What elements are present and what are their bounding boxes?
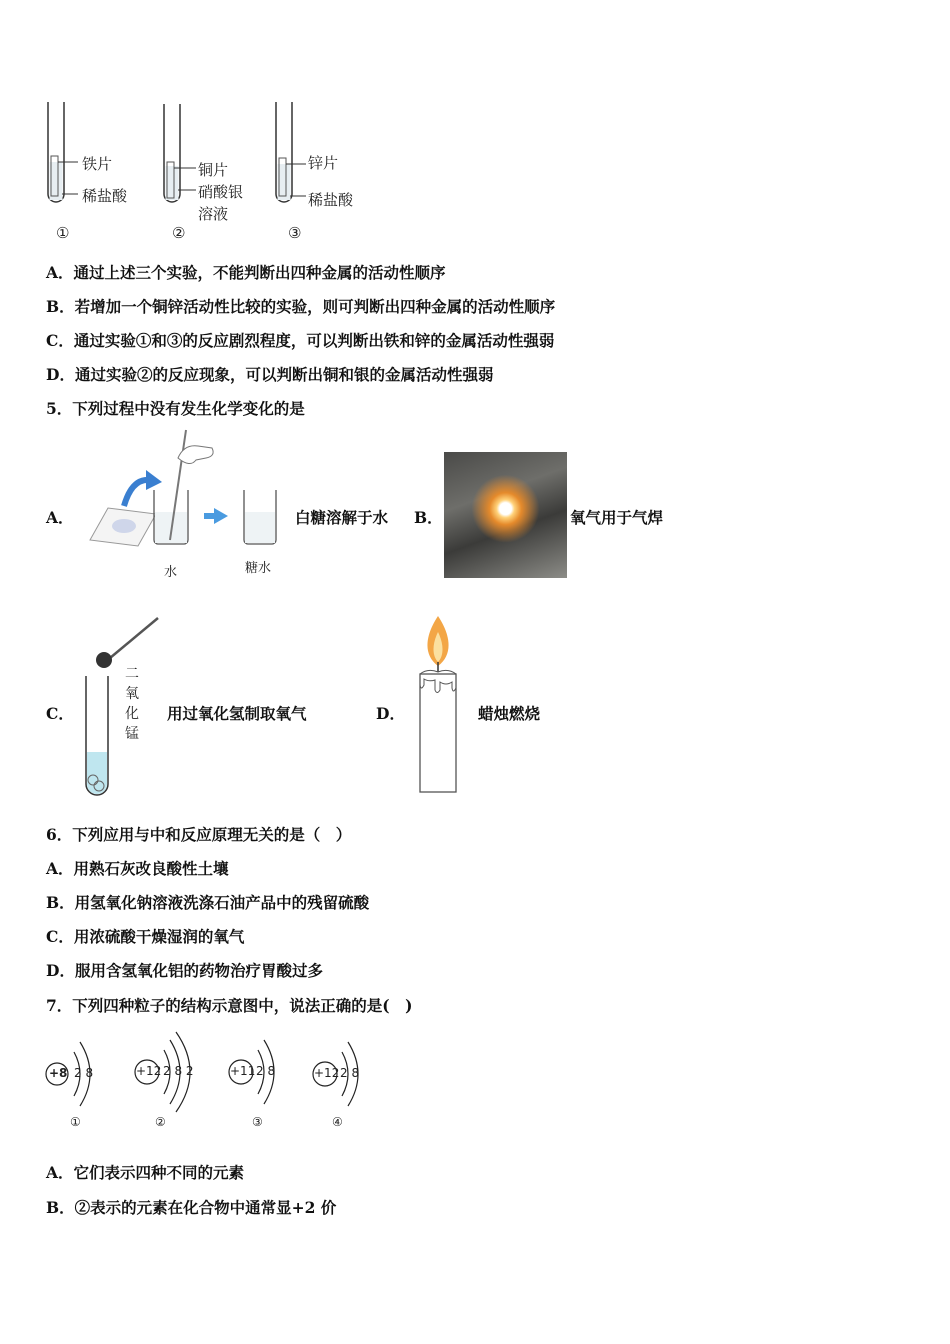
- test-tube-2: [164, 104, 196, 202]
- q5-a-letter: A．: [46, 508, 74, 527]
- particle2-shells: 2 8 2: [163, 1064, 194, 1078]
- q5-c-text: 用过氧化氢制取氧气: [167, 704, 307, 723]
- particle2-nucleus: +12: [136, 1064, 162, 1078]
- q4-option-a: A．通过上述三个实验，不能判断出四种金属的活动性顺序: [46, 263, 446, 282]
- q6-stem: 6．下列应用与中和反应原理无关的是（ ）: [46, 825, 352, 844]
- particle4-nucleus: +12: [314, 1066, 340, 1080]
- atom-structure-figure: [40, 1030, 380, 1140]
- q4-option-b: B．若增加一个铜锌活动性比较的实验，则可判断出四种金属的活动性顺序: [46, 297, 556, 316]
- tube3-label-acid: 稀盐酸: [308, 191, 354, 209]
- tube1-number: ①: [56, 224, 70, 242]
- q5-d-letter: D．: [376, 704, 405, 723]
- particle3-nucleus: +11: [230, 1064, 256, 1078]
- tube1-label-metal: 铁片: [82, 155, 113, 173]
- tube3-number: ③: [288, 224, 302, 242]
- q4-option-c: C．通过实验①和③的反应剧烈程度，可以判断出铁和锌的金属活动性强弱: [46, 331, 555, 350]
- particle4-number: ④: [332, 1115, 343, 1129]
- tube2-label-solution-2: 溶液: [198, 205, 229, 223]
- beaker-sugar-water-label: 糖水: [245, 561, 272, 576]
- mno2-label: 二 氧 化 锰: [125, 666, 139, 742]
- tube2-label-metal: 铜片: [198, 161, 229, 179]
- q6-option-a: A．用熟石灰改良酸性土壤: [46, 859, 229, 878]
- particle3-number: ③: [252, 1115, 263, 1129]
- candle-figure: [414, 612, 464, 796]
- q5-d-text: 蜡烛燃烧: [478, 704, 541, 723]
- q5-b-letter: B．: [414, 508, 443, 527]
- particle1-shells: 2 8: [74, 1066, 94, 1080]
- q6-option-b: B．用氢氧化钠溶液洗涤石油产品中的残留硫酸: [46, 893, 370, 912]
- q6-option-d: D．服用含氢氧化铝的药物治疗胃酸过多: [46, 961, 323, 980]
- particle3-shells: 2 8: [256, 1064, 276, 1078]
- tube3-label-metal: 锌片: [308, 154, 339, 172]
- q4-option-d: D．通过实验②的反应现象，可以判断出铜和银的金属活动性强弱: [46, 365, 494, 384]
- tube2-label-solution: 硝酸银: [198, 183, 244, 201]
- q6-option-c: C．用浓硫酸干燥湿润的氧气: [46, 927, 245, 946]
- particle1-nucleus: +8: [49, 1066, 68, 1080]
- q7-option-a: A．它们表示四种不同的元素: [46, 1163, 245, 1182]
- particle1-number: ①: [70, 1115, 81, 1129]
- particle4-shells: 2 8: [340, 1066, 360, 1080]
- particle2-number: ②: [155, 1115, 166, 1129]
- q5-c-letter: C．: [46, 704, 74, 723]
- q7-option-b: B．②表示的元素在化合物中通常显+2 价: [46, 1198, 337, 1217]
- q5-stem: 5．下列过程中没有发生化学变化的是: [46, 399, 305, 418]
- tube1-label-acid: 稀盐酸: [82, 187, 128, 205]
- gas-welding-photo: [444, 452, 567, 578]
- test-tube-1: [48, 102, 78, 202]
- beaker-water-label: 水: [164, 565, 178, 580]
- q5-a-text: 白糖溶解于水: [295, 508, 389, 527]
- test-tube-3: [276, 102, 306, 202]
- q7-stem: 7．下列四种粒子的结构示意图中，说法正确的是( ): [46, 996, 413, 1015]
- q5-b-text: 氧气用于气焊: [570, 508, 664, 527]
- tube2-number: ②: [172, 224, 186, 242]
- sugar-dissolving-figure: [86, 428, 286, 578]
